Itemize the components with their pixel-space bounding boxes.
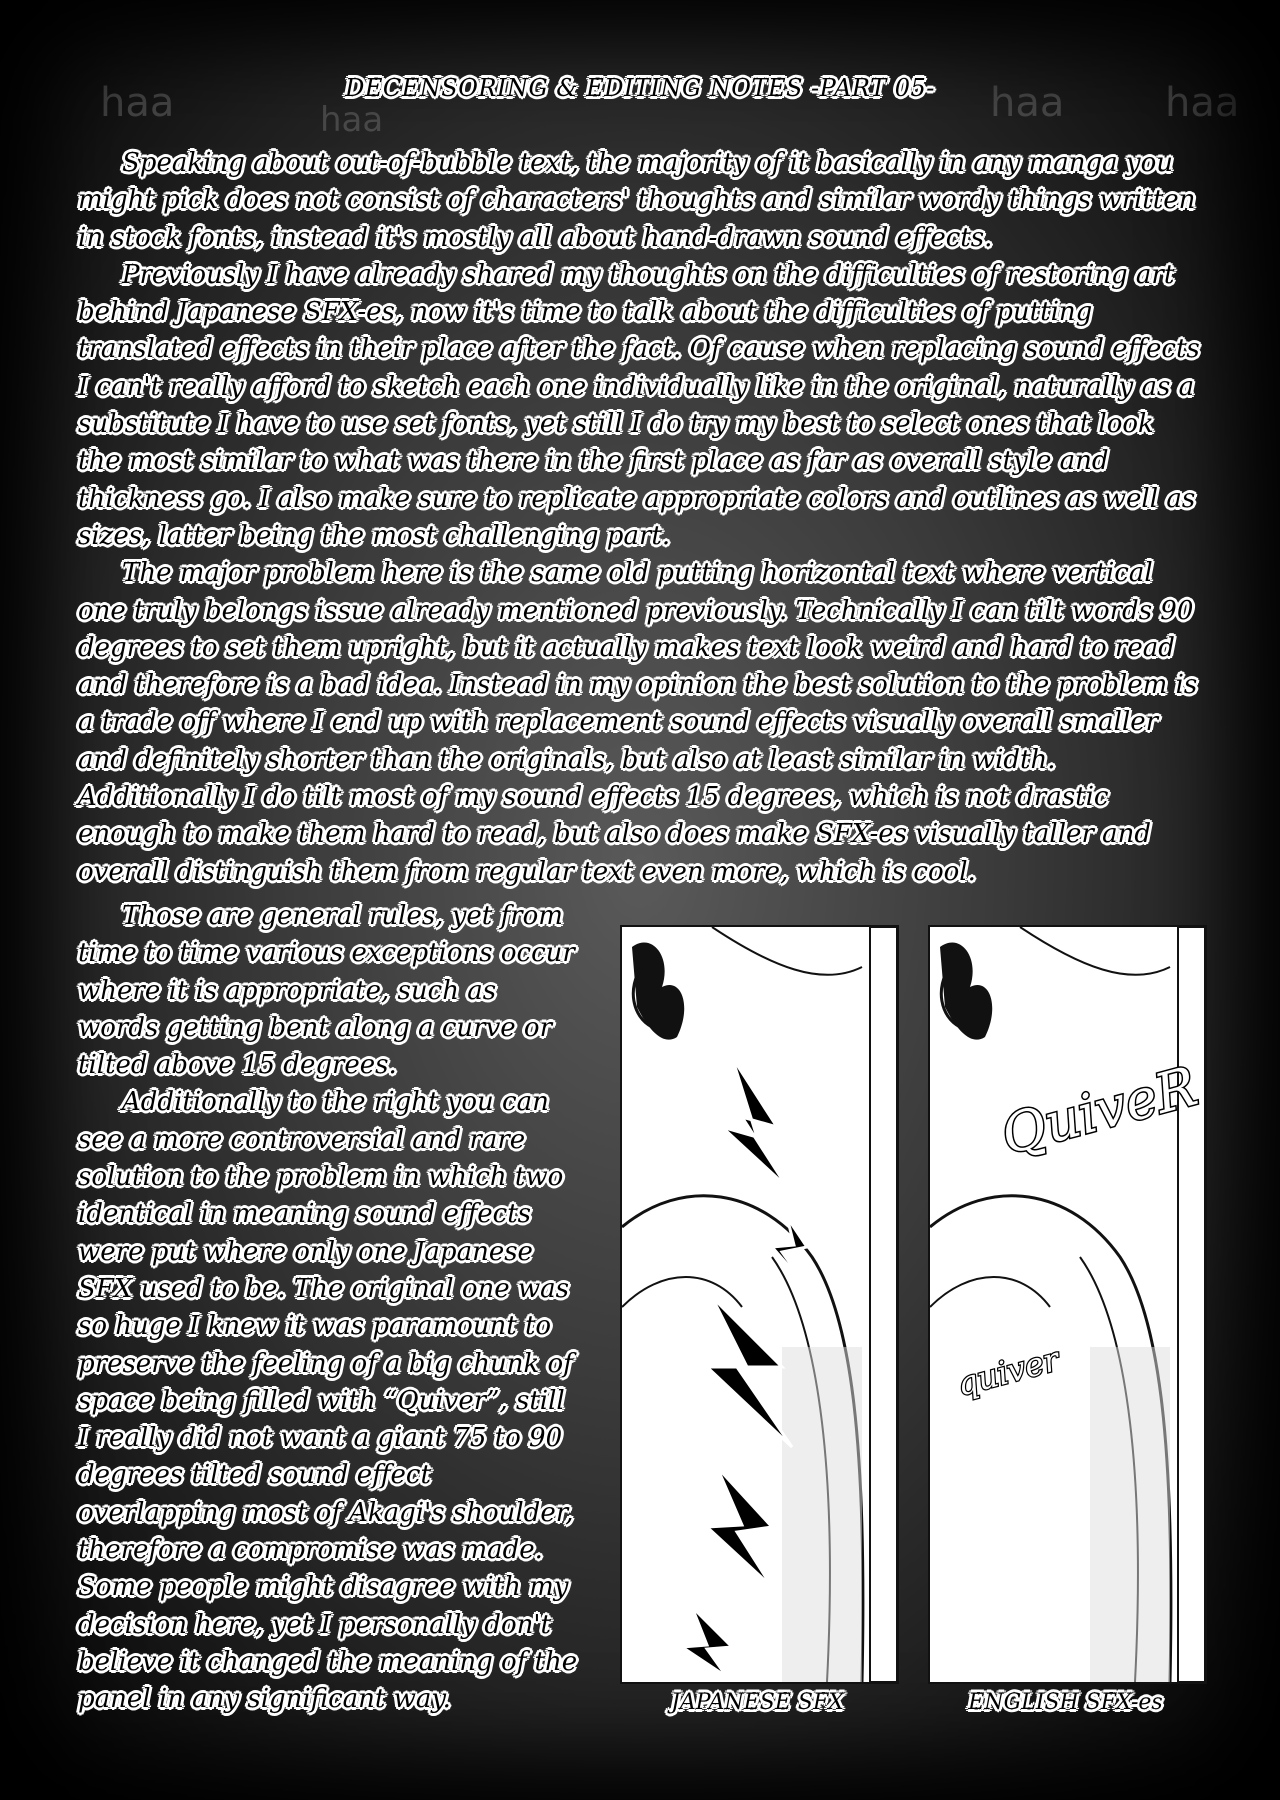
- paragraph-2: Previously I have already shared my thoughts on the difficulties of restoring art behind Japanese SFX-es, now it's time to talk about the difficulties of putting translated effects in their place after the fact. Of cause when replacing sound effects I can't really afford to sketch each one individually like in the original, naturally as a substitute I have to use set fonts, yet still I do try my best to select ones that look the most similar to what was there in the first place as far as overall style and thickness go. I also make sure to replicate appropriate colors and outlines as well as sizes, latter being the most challenging part.: [78, 259, 1200, 551]
- paragraph-4: Those are general rules, yet from time to time various exceptions occur where it is appropriate, such as words getting bent along a curve or tilted above 15 degrees.: [78, 901, 575, 1081]
- sfx-quiver-large: QuiveR: [994, 1054, 1204, 1167]
- paragraph-5: Additionally to the right you can see a more controversial and rare solution to the problem in which two identical in meaning sound effects were put where only one Japanese SFX used to be. The original one was so huge I knew it was paramount to preserve the feeling of a big chunk of space being filled with “Quiver”, still I really did not want a giant 75 to 90 degrees tilted sound effect overlapping most of Akagi's shoulder, therefore a compromise was made. Some people might disagree with my decision here, yet I personally don't believe it changed the meaning of the panel in any significant way.: [78, 1087, 578, 1715]
- japanese-sfx-caption: JAPANESE SFX: [671, 1690, 844, 1715]
- english-panel-art: [930, 927, 1205, 1682]
- page-title: DECENSORING & EDITING NOTES -PART 05-: [345, 74, 935, 102]
- english-sfx-caption: ENGLISH SFX-es: [968, 1690, 1163, 1715]
- background-sfx-4: haa: [320, 100, 384, 140]
- japanese-sfx-panel: [620, 925, 899, 1684]
- background-sfx-3: haa: [1165, 80, 1240, 126]
- background-sfx-2: haa: [990, 80, 1065, 126]
- sfx-quiver-small: quiver: [952, 1339, 1063, 1404]
- paragraph-1: Speaking about out-of-bubble text, the majority of it basically in any manga you might pick does not consist of characters' thoughts and similar wordy things written in stock fonts, instead it's mostly all about hand-drawn sound effects.: [78, 148, 1196, 253]
- wide-text-block: [78, 145, 1202, 891]
- background-sfx-1: haa: [100, 80, 175, 126]
- english-sfx-panel: [928, 925, 1207, 1684]
- paragraph-3: The major problem here is the same old putting horizontal text where vertical one truly belongs issue already mentioned previously. Technically I can tilt words 90 degrees to set them upright, but it actually makes text look weird and hard to read and therefore is a bad idea. Instead in my opinion the best solution to the problem is a trade off where I end up with replacement sound effects visually overall smaller and definitely shorter than the originals, but also at least similar in width. Additionally I do tilt most of my sound effects 15 degrees, which is not drastic enough to make them hard to read, but also does make SFX-es visually taller and overall distinguish them from regular text even more, which is cool.: [78, 558, 1198, 887]
- japanese-panel-art: [622, 927, 897, 1682]
- narrow-text-block: [78, 898, 578, 1719]
